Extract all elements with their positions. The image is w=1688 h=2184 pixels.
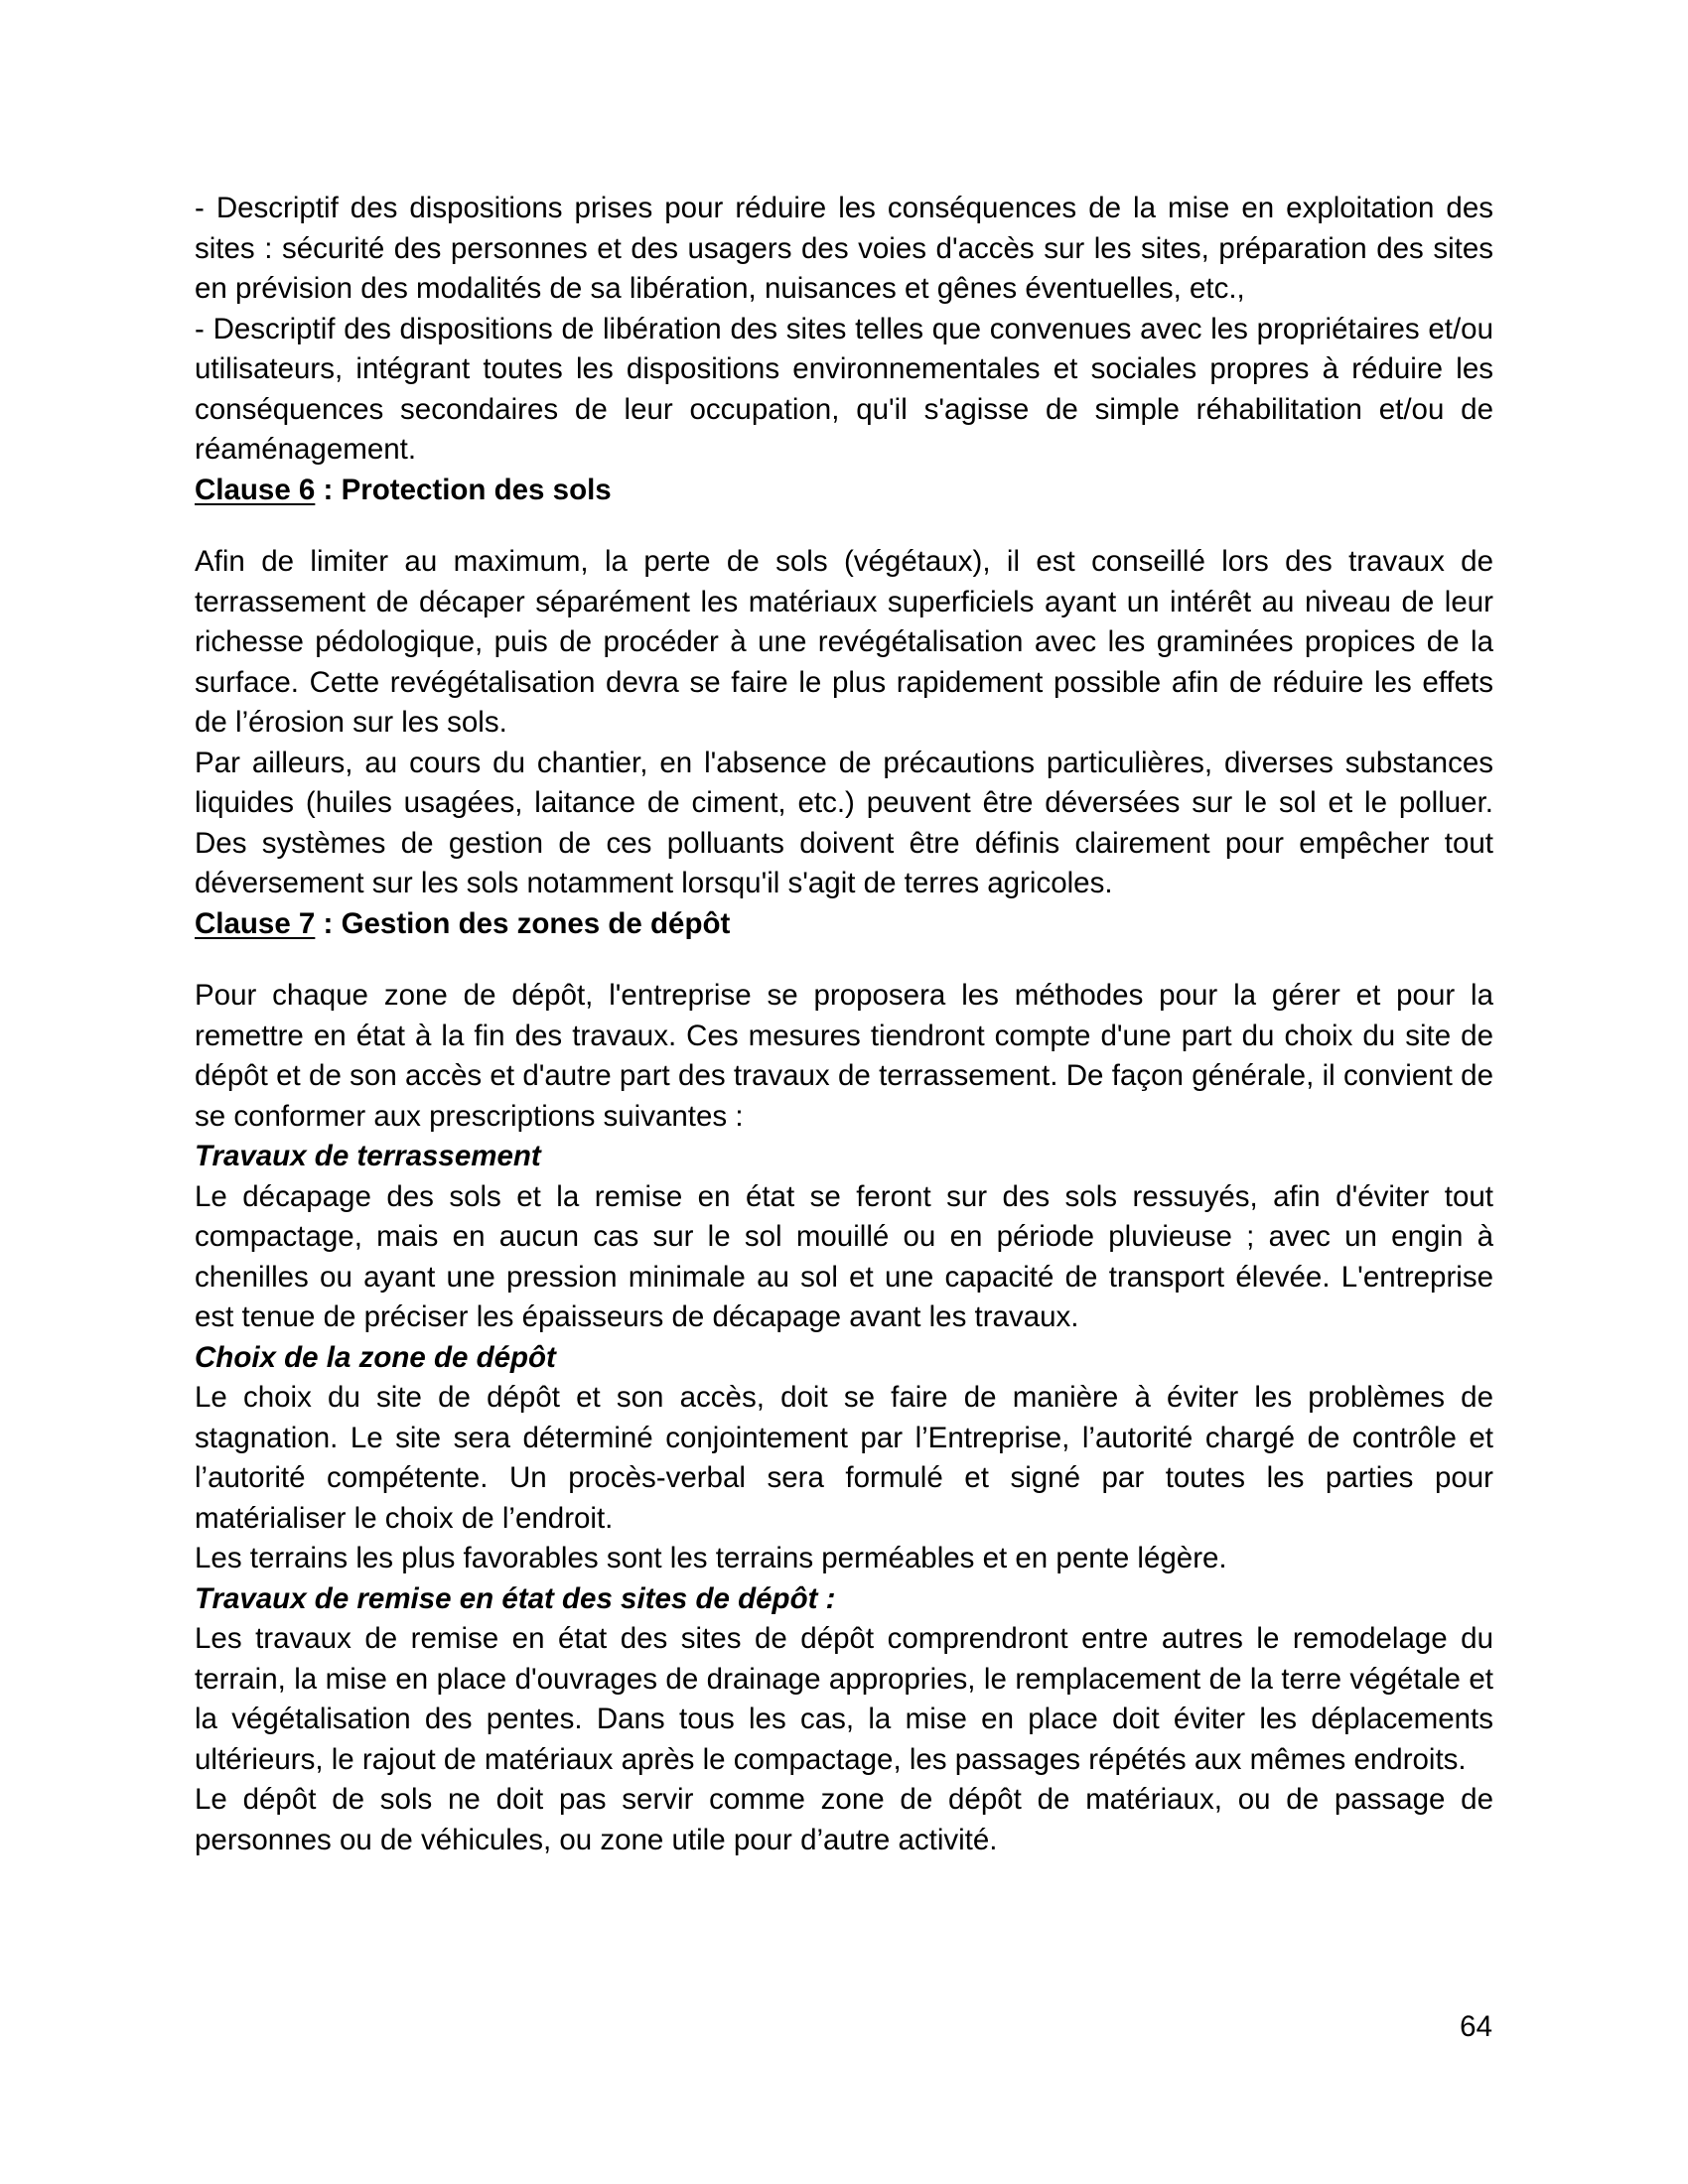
clause-6-label: Clause 6 bbox=[195, 473, 316, 506]
subheading-travaux-terrassement: Travaux de terrassement bbox=[195, 1140, 541, 1172]
document-page bbox=[195, 189, 1493, 1860]
intro-paragraph-1: - Descriptif des dispositions prises pour réduire les conséquences de la mise en exploitation des sites : sécurité des personnes et des usagers des voies d'accès sur les sites, préparation des sites en prévision des modalités de sa libération, nuisances et gênes éventuelles, etc., bbox=[195, 192, 1493, 305]
clause-7-separator: : bbox=[315, 906, 342, 940]
subheading-remise-en-etat: Travaux de remise en état des sites de dépôt : bbox=[195, 1581, 836, 1615]
clause-6-paragraph-2: Par ailleurs, au cours du chantier, en l'absence de précautions particulières, diverses substances liquides (huiles usagées, laitance de ciment, etc.) peuvent être déversées sur le sol et le polluer. Des systèmes de gestion de ces polluants doivent être définis clairement pour empêcher tout déversement sur les sols notamment lorsqu'il s'agit de terres agricoles. bbox=[195, 746, 1493, 899]
clause-7-label: Clause 7 bbox=[195, 906, 316, 940]
clause-6-paragraph-1: Afin de limiter au maximum, la perte de sols (végétaux), il est conseillé lors des travaux de terrassement de décaper séparément les matériaux superficiels ayant un intérêt au niveau de leur richesse pédologique, puis de procéder à une revégétalisation avec les graminées propices de la surface. Cette revégétalisation devra se faire le plus rapidement possible afin de réduire les effets de l’érosion sur les sols. bbox=[195, 545, 1493, 739]
clause-7-heading bbox=[195, 904, 1493, 945]
clause-7-intro: Pour chaque zone de dépôt, l'entreprise se proposera les méthodes pour la gérer et pour la remettre en état à la fin des travaux. Ces mesures tiendront compte d'une part du choix du site de dépôt et de son accès et d'autre part des travaux de terrassement. De façon générale, il convient de se conformer aux prescriptions suivantes : bbox=[195, 979, 1493, 1133]
clause-6-separator: : bbox=[315, 473, 342, 506]
clause-7-title: Gestion des zones de dépôt bbox=[341, 906, 731, 940]
subheading-choix-zone-depot: Choix de la zone de dépôt bbox=[195, 1340, 556, 1374]
paragraph-remise-en-etat-1: Les travaux de remise en état des sites de dépôt comprendront entre autres le remodelage du terrain, la mise en place d'ouvrages de drainage appropries, le remplacement de la terre végétale et la végétalisation des pentes. Dans tous les cas, la mise en place doit éviter les déplacements ultérieurs, le rajout de matériaux après le compactage, les passages répétés aux mêmes endroits. bbox=[195, 1622, 1493, 1776]
page-number: 64 bbox=[1460, 2010, 1492, 2043]
clause-6-title: Protection des sols bbox=[341, 473, 612, 506]
intro-paragraph-2: - Descriptif des dispositions de libération des sites telles que convenues avec les propriétaires et/ou utilisateurs, intégrant toutes les dispositions environnementales et sociales propres à réduire les conséquences secondaires de leur occupation, qu'il s'agisse de simple réhabilitation et/ou de réaménagement. bbox=[195, 312, 1493, 466]
paragraph-choix-zone-depot-1: Le choix du site de dépôt et son accès, doit se faire de manière à éviter les problèmes de stagnation. Le site sera déterminé conjointement par l’Entreprise, l’autorité chargé de contrôle et l’autorité compétente. Un procès-verbal sera formulé et signé par toutes les parties pour matérialiser le choix de l’endroit. bbox=[195, 1381, 1493, 1535]
paragraph-travaux-terrassement: Le décapage des sols et la remise en état se feront sur des sols ressuyés, afin d'éviter tout compactage, mais en aucun cas sur le sol mouillé ou en période pluvieuse ; avec un engin à chenilles ou ayant une pression minimale au sol et une capacité de transport élevée. L'entreprise est tenue de préciser les épaisseurs de décapage avant les travaux. bbox=[195, 1179, 1493, 1333]
paragraph-remise-en-etat-2: Le dépôt de sols ne doit pas servir comme zone de dépôt de matériaux, ou de passage de personnes ou de véhicules, ou zone utile pour d’autre activité. bbox=[195, 1783, 1493, 1856]
clause-6-heading bbox=[195, 471, 1493, 511]
paragraph-choix-zone-depot-2: Les terrains les plus favorables sont les terrains perméables et en pente légère. bbox=[195, 1542, 1227, 1574]
